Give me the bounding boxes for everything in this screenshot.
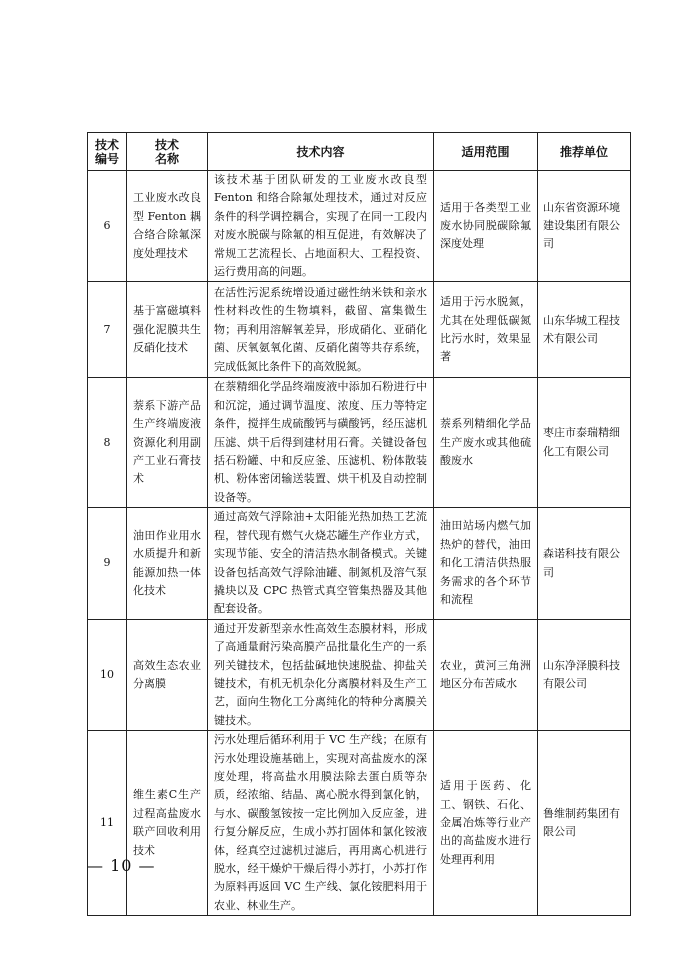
page-number: — 10 — [87, 856, 156, 875]
row-recommending-unit: 枣庄市泰瑞精细化工有限公司 [538, 378, 631, 508]
row-number: 11 [88, 731, 127, 916]
table-header-row [88, 133, 631, 171]
technology-table [87, 132, 631, 916]
table-row [88, 731, 631, 916]
header-content: 技术内容 [208, 133, 434, 171]
table-row [88, 619, 631, 730]
row-scope: 适用于各类型工业废水协同脱碳除氟深度处理 [434, 171, 538, 282]
header-number: 技术 编号 [88, 133, 127, 171]
row-tech-name: 油田作业用水水质提升和新能源加热一体化技术 [127, 508, 208, 619]
row-recommending-unit: 山东华城工程技术有限公司 [538, 282, 631, 378]
row-recommending-unit: 山东净泽膜科技有限公司 [538, 619, 631, 730]
row-scope: 萘系列精细化学品生产废水或其他硫酸废水 [434, 378, 538, 508]
row-tech-content: 通过高效气浮除油+太阳能光热加热工艺流程，替代现有燃气火烧芯罐生产作业方式，实现节能、安全的清洁热水制备模式。关键设备包括高效气浮除油罐、制氮机及溶气泵撬块以及 CPC 热管式真空管集热器及其他配套设备。 [208, 508, 434, 619]
header-scope: 适用范围 [434, 133, 538, 171]
row-tech-content: 污水处理后循环利用于 VC 生产线；在原有污水处理设施基础上，实现对高盐废水的深度处理，将高盐水用膜法除去蛋白质等杂质，经浓缩、结晶、离心脱水得到氯化钠，与水、碳酸氢铵按一定比例加入反应釜，进行复分解反应，生成小苏打固体和氯化铵液体，经真空过滤机过滤后，再用离心机进行脱水，经干燥炉干燥后得小苏打，小苏打作为原料再返回 VC 生产线、氯化铵肥料用于农业、林业生产。 [208, 731, 434, 916]
row-tech-name: 萘系下游产品生产终端废液资源化利用副产工业石膏技术 [127, 378, 208, 508]
row-scope: 农业，黄河三角洲地区分布苦咸水 [434, 619, 538, 730]
row-tech-content: 通过开发新型亲水性高效生态膜材料，形成了高通量耐污染高膜产品批量化生产的一系列关键技术，包括盐碱地快速脱盐、抑盐关键技术，有机无机杂化分离膜材料及生产工艺，面向生物化工分离纯化的特种分离膜关键技术。 [208, 619, 434, 730]
row-tech-content: 在萘精细化学品终端废液中添加石粉进行中和沉淀，通过调节温度、浓度、压力等特定条件，搅拌生成硫酸钙与磺酸钙，经压滤机压滤、烘干后得到建材用石膏。关键设备包括石粉罐、中和反应釜、压滤机、粉体散装机、粉体密闭输送装置、烘干机及自动控制设备等。 [208, 378, 434, 508]
row-number: 7 [88, 282, 127, 378]
row-recommending-unit: 森诺科技有限公司 [538, 508, 631, 619]
table-row [88, 171, 631, 282]
row-tech-name: 高效生态农业分离膜 [127, 619, 208, 730]
table-row [88, 282, 631, 378]
row-scope: 油田站场内燃气加热炉的替代，油田和化工清洁供热服务需求的各个环节和流程 [434, 508, 538, 619]
row-number: 6 [88, 171, 127, 282]
table-row [88, 378, 631, 508]
row-recommending-unit: 山东省资源环境建设集团有限公司 [538, 171, 631, 282]
row-number: 8 [88, 378, 127, 508]
header-unit: 推荐单位 [538, 133, 631, 171]
row-tech-name: 工业废水改良型 Fenton 耦合络合除氟深度处理技术 [127, 171, 208, 282]
table-row [88, 508, 631, 619]
header-name: 技术 名称 [127, 133, 208, 171]
row-scope: 适用于污水脱氮，尤其在处理低碳氮比污水时，效果显著 [434, 282, 538, 378]
row-scope: 适用于医药、化工、钢铁、石化、金属冶炼等行业产出的高盐废水进行处理再利用 [434, 731, 538, 916]
row-tech-name: 维生素C生产过程高盐废水联产回收利用技术 [127, 731, 208, 916]
row-tech-name: 基于富磁填料强化泥膜共生反硝化技术 [127, 282, 208, 378]
row-tech-content: 该技术基于团队研发的工业废水改良型 Fenton 和络合除氟处理技术，通过对反应条件的科学调控耦合，实现了在同一工段内对废水脱碳与除氟的相互促进，有效解决了常规工艺流程长、占地面积大、工程投资、运行费用高的问题。 [208, 171, 434, 282]
row-recommending-unit: 鲁维制药集团有限公司 [538, 731, 631, 916]
row-number: 10 [88, 619, 127, 730]
row-number: 9 [88, 508, 127, 619]
row-tech-content: 在活性污泥系统增设通过磁性纳米铁和亲水性材料改性的生物填料，截留、富集微生物；再利用溶解氧差异，形成硝化、亚硝化菌、厌氧氨氧化菌、反硝化菌等共存系统，完成低氮比条件下的高效脱氮。 [208, 282, 434, 378]
